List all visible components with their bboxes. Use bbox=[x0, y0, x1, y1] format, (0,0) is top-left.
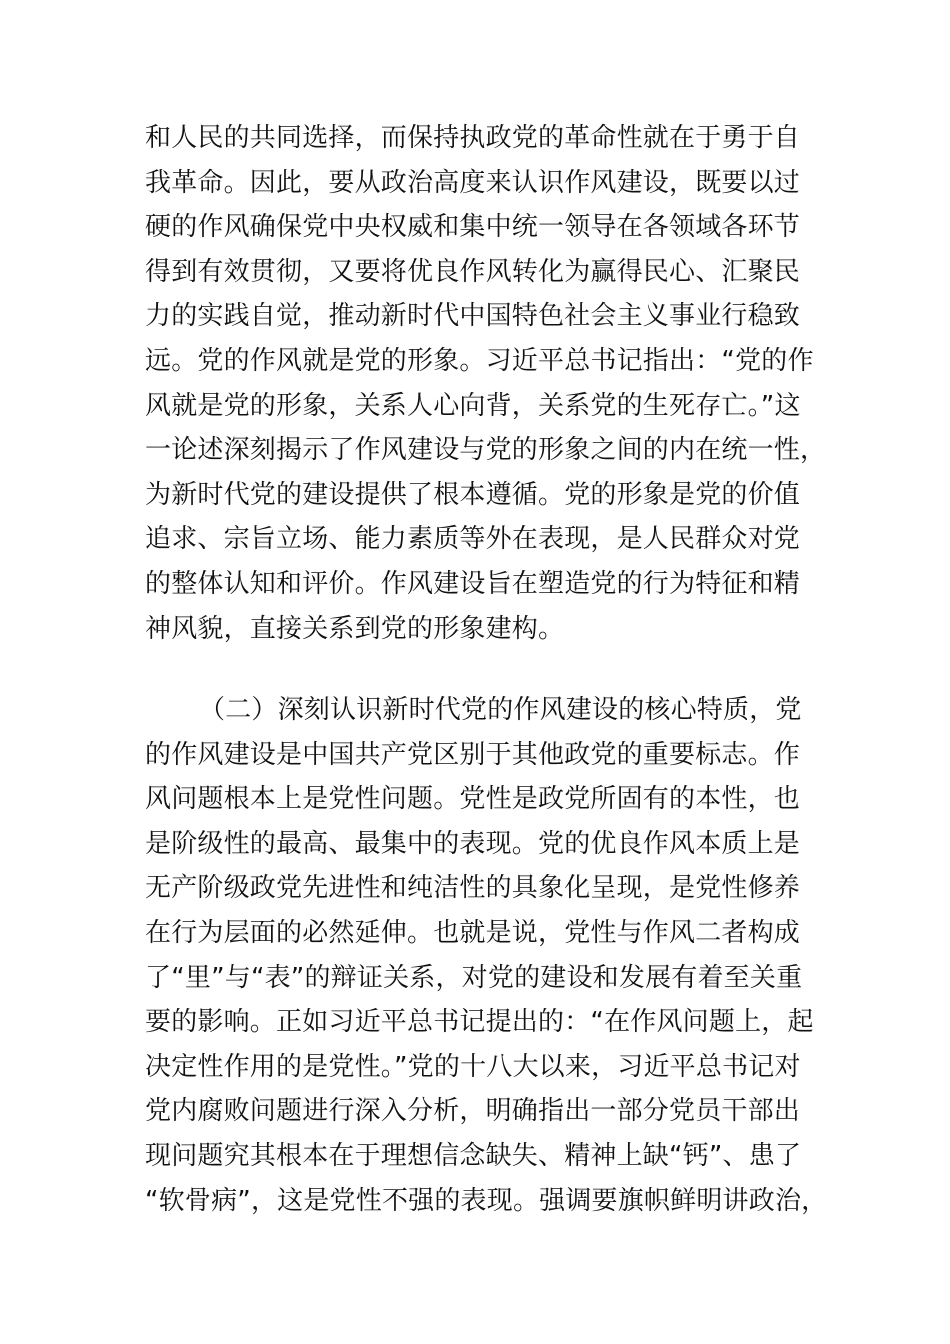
paragraph-2-line: 在行为层面的必然延伸。也就是说，党性与作风二者构成 bbox=[145, 917, 801, 948]
paragraph-1-line: 为新时代党的建设提供了根本遵循。党的形象是党的价值 bbox=[145, 479, 801, 510]
paragraph-2-line: 要的影响。正如习近平总书记提出的：“在作风问题上，起 bbox=[145, 1007, 814, 1038]
paragraph-2-first-line: （二）深刻认识新时代党的作风建设的核心特质，党 bbox=[199, 695, 802, 725]
paragraph-2-line: 了“里”与“表”的辩证关系，对党的建设和发展有着至关重 bbox=[145, 962, 803, 993]
paragraph-2-line: 风问题根本上是党性问题。党性是政党所固有的本性，也 bbox=[145, 784, 801, 815]
paragraph-1 bbox=[145, 116, 827, 651]
paragraph-1-line: 硬的作风确保党中央权威和集中统一领导在各领域各环节 bbox=[145, 212, 801, 243]
paragraph-1-line: 远。党的作风就是党的形象。习近平总书记指出：“党的作 bbox=[145, 345, 814, 376]
paragraph-1-line: 神风貌，直接关系到党的形象建构。 bbox=[145, 613, 565, 644]
paragraph-1-line: 力的实践自觉，推动新时代中国特色社会主义事业行稳致 bbox=[145, 301, 801, 332]
paragraph-1-line: 一论述深刻揭示了作风建设与党的形象之间的内在统一性， bbox=[145, 435, 827, 466]
paragraph-2-line: 无产阶级政党先进性和纯洁性的具象化呈现，是党性修养 bbox=[145, 873, 801, 904]
paragraph-2-line: 现问题究其根本在于理想信念缺失、精神上缺“钙”、患了 bbox=[145, 1140, 802, 1171]
paragraph-1-line: 风就是党的形象，关系人心向背，关系党的生死存亡。”这 bbox=[145, 390, 801, 421]
paragraph-2-line: 的作风建设是中国共产党区别于其他政党的重要标志。作 bbox=[145, 739, 801, 770]
paragraph-1-line: 和人民的共同选择，而保持执政党的革命性就在于勇于自 bbox=[145, 123, 801, 153]
paragraph-1-line: 的整体认知和评价。作风建设旨在塑造党的行为特征和精 bbox=[145, 568, 801, 599]
paragraph-1-line: 追求、宗旨立场、能力素质等外在表现，是人民群众对党 bbox=[145, 524, 801, 555]
paragraph-2-line: “软骨病”，这是党性不强的表现。强调要旗帜鲜明讲政治， bbox=[145, 1185, 828, 1216]
paragraph-2 bbox=[145, 688, 828, 1223]
paragraph-2-line: 是阶级性的最高、最集中的表现。党的优良作风本质上是 bbox=[145, 828, 801, 859]
paragraph-2-line: 党内腐败问题进行深入分析，明确指出一部分党员干部出 bbox=[145, 1096, 801, 1127]
paragraph-1-line: 得到有效贯彻，又要将优良作风转化为赢得民心、汇聚民 bbox=[145, 256, 801, 287]
paragraph-1-line: 我革命。因此，要从政治高度来认识作风建设，既要以过 bbox=[145, 167, 801, 198]
paragraph-2-line: 决定性作用的是党性。”党的十八大以来，习近平总书记对 bbox=[145, 1051, 801, 1082]
